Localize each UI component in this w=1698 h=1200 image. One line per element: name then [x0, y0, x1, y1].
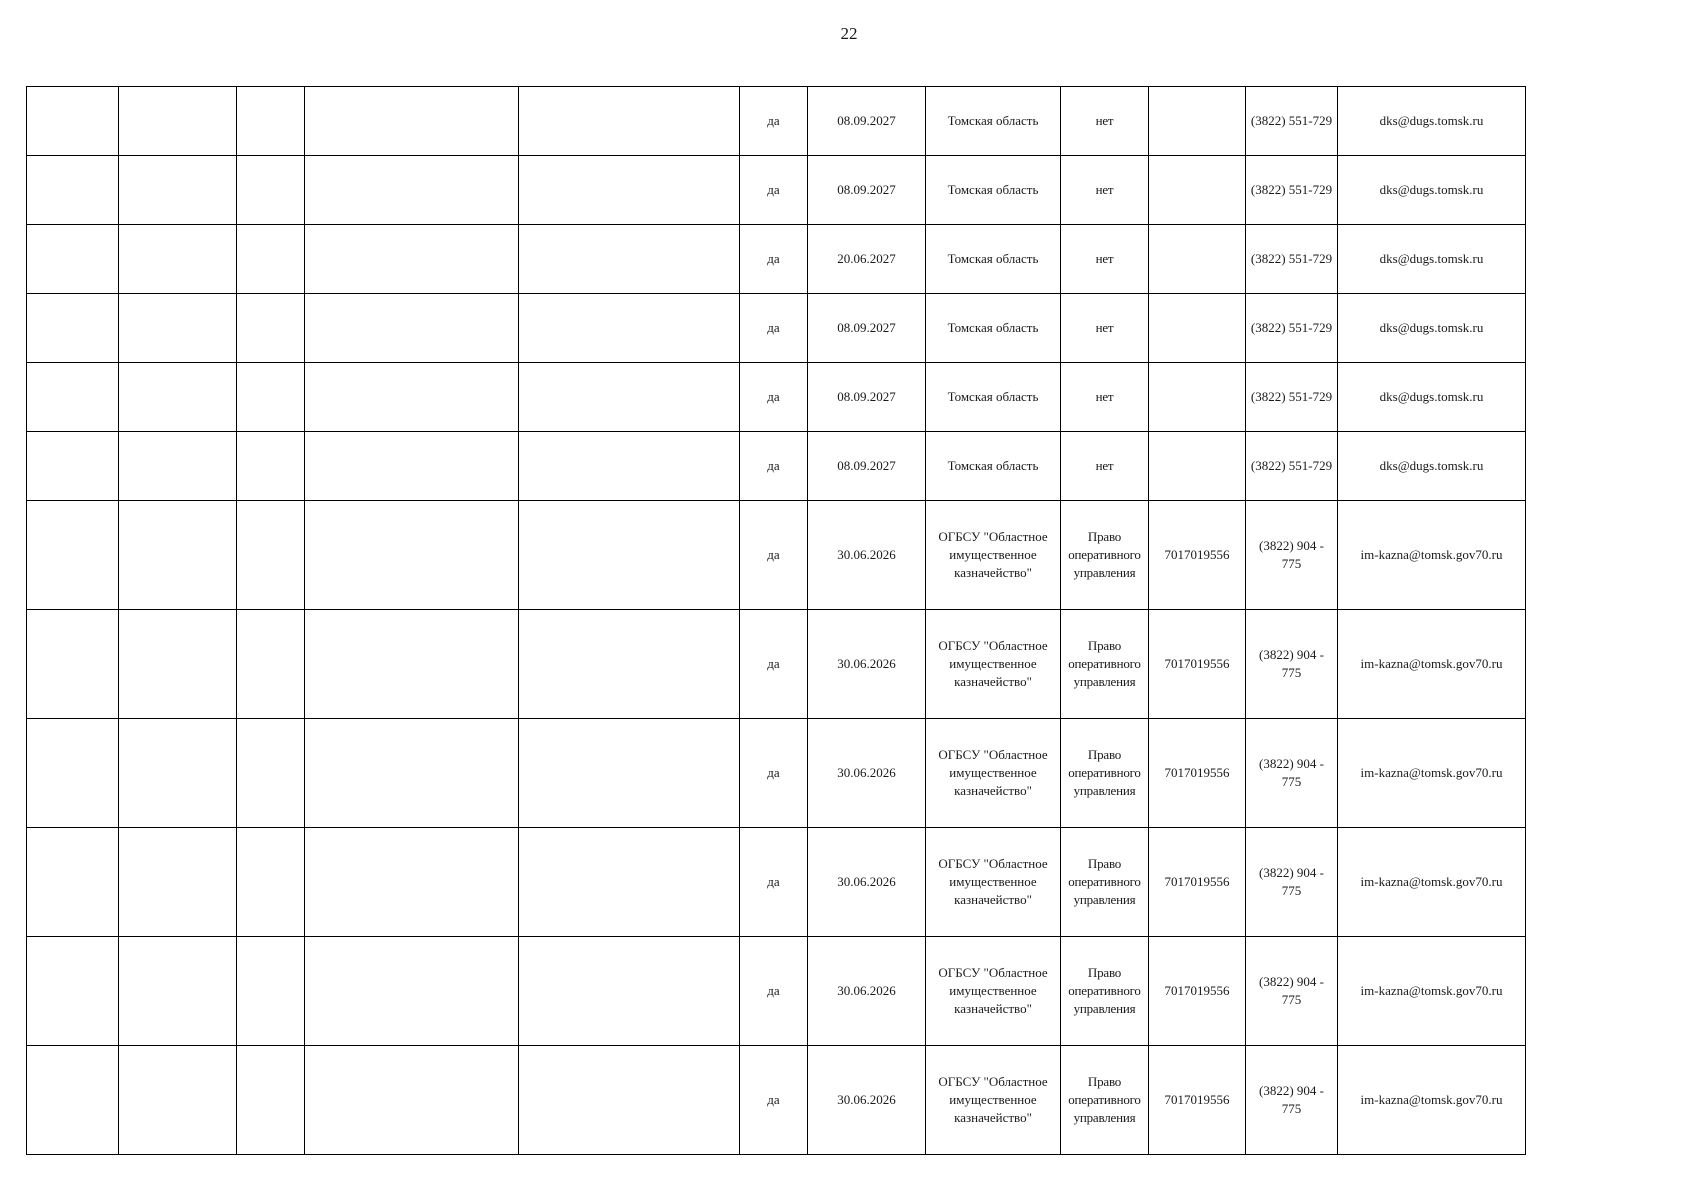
- cell-col-3: [237, 363, 305, 432]
- cell-date: 08.09.2027: [808, 363, 926, 432]
- cell-col-5: [519, 87, 740, 156]
- cell-rights-holder: ОГБСУ "Областное имущественное казначейство": [926, 719, 1061, 828]
- cell-col-2: [119, 363, 237, 432]
- cell-email: im-kazna@tomsk.gov70.ru: [1338, 719, 1526, 828]
- cell-col-1: [27, 719, 119, 828]
- cell-col-5: [519, 719, 740, 828]
- cell-col-5: [519, 937, 740, 1046]
- cell-inn: 7017019556: [1149, 610, 1246, 719]
- cell-date: 08.09.2027: [808, 432, 926, 501]
- cell-date: 08.09.2027: [808, 87, 926, 156]
- cell-email: dks@dugs.tomsk.ru: [1338, 432, 1526, 501]
- cell-col-5: [519, 501, 740, 610]
- cell-inn: [1149, 156, 1246, 225]
- table-row: [27, 225, 1526, 294]
- cell-email: im-kazna@tomsk.gov70.ru: [1338, 828, 1526, 937]
- cell-col-4: [305, 156, 519, 225]
- cell-flag: да: [740, 432, 808, 501]
- cell-col-5: [519, 363, 740, 432]
- cell-date: 30.06.2026: [808, 1046, 926, 1155]
- cell-col-5: [519, 610, 740, 719]
- cell-col-3: [237, 432, 305, 501]
- cell-right-type: нет: [1061, 294, 1149, 363]
- cell-rights-holder: Томская область: [926, 294, 1061, 363]
- cell-col-3: [237, 828, 305, 937]
- cell-flag: да: [740, 937, 808, 1046]
- cell-email: dks@dugs.tomsk.ru: [1338, 225, 1526, 294]
- cell-col-1: [27, 294, 119, 363]
- cell-phone: (3822) 551-729: [1246, 87, 1338, 156]
- cell-col-3: [237, 1046, 305, 1155]
- cell-right-type: Право оперативного управления: [1061, 610, 1149, 719]
- cell-inn: [1149, 225, 1246, 294]
- table-row: [27, 87, 1526, 156]
- cell-col-2: [119, 501, 237, 610]
- cell-rights-holder: ОГБСУ "Областное имущественное казначейство": [926, 828, 1061, 937]
- cell-phone: (3822) 904 - 775: [1246, 719, 1338, 828]
- cell-flag: да: [740, 87, 808, 156]
- cell-col-1: [27, 225, 119, 294]
- table-row: [27, 501, 1526, 610]
- cell-flag: да: [740, 363, 808, 432]
- table-body: [27, 87, 1526, 1155]
- cell-email: im-kazna@tomsk.gov70.ru: [1338, 610, 1526, 719]
- cell-inn: 7017019556: [1149, 501, 1246, 610]
- cell-right-type: Право оперативного управления: [1061, 501, 1149, 610]
- cell-right-type: Право оперативного управления: [1061, 937, 1149, 1046]
- cell-phone: (3822) 551-729: [1246, 225, 1338, 294]
- cell-flag: да: [740, 294, 808, 363]
- cell-col-3: [237, 156, 305, 225]
- cell-flag: да: [740, 501, 808, 610]
- cell-flag: да: [740, 1046, 808, 1155]
- cell-col-2: [119, 87, 237, 156]
- cell-col-4: [305, 937, 519, 1046]
- cell-col-3: [237, 501, 305, 610]
- cell-date: 20.06.2027: [808, 225, 926, 294]
- cell-col-2: [119, 719, 237, 828]
- cell-phone: (3822) 904 - 775: [1246, 501, 1338, 610]
- cell-col-4: [305, 363, 519, 432]
- table-row: [27, 432, 1526, 501]
- cell-email: dks@dugs.tomsk.ru: [1338, 87, 1526, 156]
- cell-email: dks@dugs.tomsk.ru: [1338, 156, 1526, 225]
- table-row: [27, 1046, 1526, 1155]
- cell-col-3: [237, 294, 305, 363]
- cell-col-3: [237, 87, 305, 156]
- cell-email: im-kazna@tomsk.gov70.ru: [1338, 937, 1526, 1046]
- cell-col-1: [27, 432, 119, 501]
- cell-col-1: [27, 363, 119, 432]
- cell-inn: 7017019556: [1149, 937, 1246, 1046]
- cell-col-3: [237, 225, 305, 294]
- cell-col-3: [237, 610, 305, 719]
- cell-col-5: [519, 225, 740, 294]
- cell-phone: (3822) 904 - 775: [1246, 1046, 1338, 1155]
- cell-col-2: [119, 1046, 237, 1155]
- table-row: [27, 294, 1526, 363]
- cell-col-4: [305, 225, 519, 294]
- cell-rights-holder: Томская область: [926, 156, 1061, 225]
- cell-right-type: нет: [1061, 225, 1149, 294]
- table-row: [27, 610, 1526, 719]
- cell-flag: да: [740, 719, 808, 828]
- cell-phone: (3822) 551-729: [1246, 432, 1338, 501]
- cell-flag: да: [740, 828, 808, 937]
- cell-date: 08.09.2027: [808, 156, 926, 225]
- cell-email: dks@dugs.tomsk.ru: [1338, 363, 1526, 432]
- cell-col-1: [27, 610, 119, 719]
- cell-flag: да: [740, 225, 808, 294]
- cell-col-3: [237, 937, 305, 1046]
- cell-right-type: Право оперативного управления: [1061, 719, 1149, 828]
- table-row: [27, 363, 1526, 432]
- cell-col-4: [305, 294, 519, 363]
- cell-inn: [1149, 363, 1246, 432]
- page-number: 22: [840, 24, 858, 43]
- cell-col-1: [27, 156, 119, 225]
- cell-col-2: [119, 294, 237, 363]
- cell-inn: [1149, 294, 1246, 363]
- table-row: [27, 719, 1526, 828]
- cell-phone: (3822) 904 - 775: [1246, 828, 1338, 937]
- cell-date: 30.06.2026: [808, 610, 926, 719]
- cell-col-5: [519, 432, 740, 501]
- cell-inn: [1149, 432, 1246, 501]
- table-row: [27, 937, 1526, 1046]
- cell-rights-holder: ОГБСУ "Областное имущественное казначейство": [926, 937, 1061, 1046]
- cell-rights-holder: Томская область: [926, 87, 1061, 156]
- cell-col-1: [27, 937, 119, 1046]
- cell-inn: 7017019556: [1149, 828, 1246, 937]
- cell-col-4: [305, 501, 519, 610]
- property-registry-table: [26, 86, 1526, 1155]
- cell-col-2: [119, 156, 237, 225]
- cell-right-type: нет: [1061, 156, 1149, 225]
- cell-col-4: [305, 87, 519, 156]
- cell-rights-holder: Томская область: [926, 225, 1061, 294]
- cell-col-4: [305, 610, 519, 719]
- cell-col-2: [119, 937, 237, 1046]
- cell-right-type: Право оперативного управления: [1061, 828, 1149, 937]
- cell-phone: (3822) 551-729: [1246, 156, 1338, 225]
- cell-col-1: [27, 501, 119, 610]
- cell-col-3: [237, 719, 305, 828]
- cell-right-type: нет: [1061, 432, 1149, 501]
- cell-rights-holder: ОГБСУ "Областное имущественное казначейство": [926, 1046, 1061, 1155]
- cell-rights-holder: Томская область: [926, 363, 1061, 432]
- cell-right-type: Право оперативного управления: [1061, 1046, 1149, 1155]
- table-row: [27, 156, 1526, 225]
- cell-col-5: [519, 156, 740, 225]
- cell-inn: [1149, 87, 1246, 156]
- cell-col-4: [305, 432, 519, 501]
- cell-col-2: [119, 432, 237, 501]
- cell-date: 08.09.2027: [808, 294, 926, 363]
- cell-right-type: нет: [1061, 363, 1149, 432]
- cell-email: im-kazna@tomsk.gov70.ru: [1338, 1046, 1526, 1155]
- cell-col-2: [119, 610, 237, 719]
- cell-rights-holder: Томская область: [926, 432, 1061, 501]
- cell-col-1: [27, 87, 119, 156]
- cell-date: 30.06.2026: [808, 501, 926, 610]
- cell-phone: (3822) 551-729: [1246, 294, 1338, 363]
- cell-email: dks@dugs.tomsk.ru: [1338, 294, 1526, 363]
- cell-col-4: [305, 719, 519, 828]
- cell-date: 30.06.2026: [808, 828, 926, 937]
- cell-col-2: [119, 828, 237, 937]
- table-row: [27, 828, 1526, 937]
- cell-date: 30.06.2026: [808, 937, 926, 1046]
- cell-phone: (3822) 904 - 775: [1246, 937, 1338, 1046]
- cell-col-1: [27, 1046, 119, 1155]
- cell-inn: 7017019556: [1149, 1046, 1246, 1155]
- cell-rights-holder: ОГБСУ "Областное имущественное казначейство": [926, 610, 1061, 719]
- cell-col-4: [305, 828, 519, 937]
- cell-col-5: [519, 294, 740, 363]
- cell-phone: (3822) 551-729: [1246, 363, 1338, 432]
- cell-right-type: нет: [1061, 87, 1149, 156]
- cell-rights-holder: ОГБСУ "Областное имущественное казначейство": [926, 501, 1061, 610]
- cell-col-5: [519, 1046, 740, 1155]
- cell-flag: да: [740, 156, 808, 225]
- cell-inn: 7017019556: [1149, 719, 1246, 828]
- cell-flag: да: [740, 610, 808, 719]
- cell-col-2: [119, 225, 237, 294]
- cell-col-4: [305, 1046, 519, 1155]
- cell-phone: (3822) 904 - 775: [1246, 610, 1338, 719]
- cell-col-1: [27, 828, 119, 937]
- cell-email: im-kazna@tomsk.gov70.ru: [1338, 501, 1526, 610]
- cell-date: 30.06.2026: [808, 719, 926, 828]
- cell-col-5: [519, 828, 740, 937]
